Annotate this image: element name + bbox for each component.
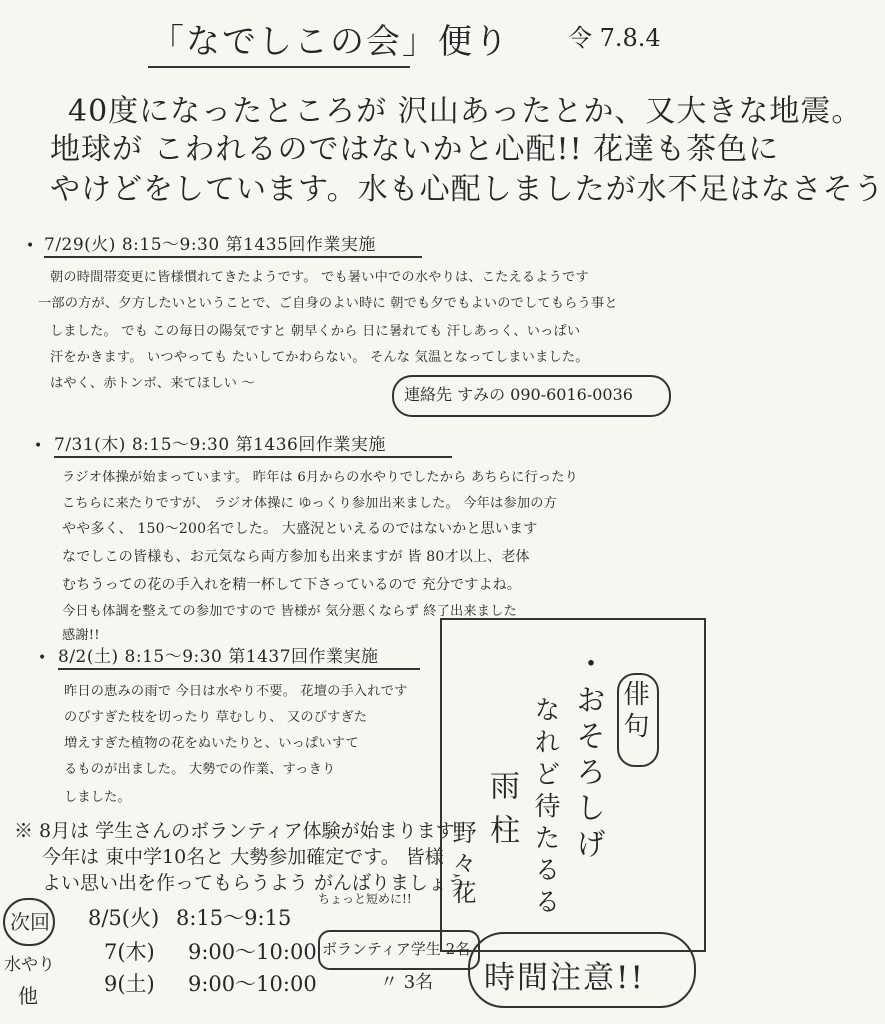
section-1-line-4: 汗をかきます。 いつやっても たいしてかわらない。 そんな 気温となってしまいました。 (50, 350, 589, 365)
section-2-line-1: ラジオ体操が始まっています。 昨年は 6月からの水やりでしたから あちらに行ったり (62, 470, 579, 485)
section-1-line-1: 朝の時間帯変更に皆様慣れてきたようです。 でも暑い中での水やりは、こたえるようです (50, 270, 589, 285)
issue-date: 令 7.8.4 (568, 24, 661, 52)
section-1-line-2: 一部の方が、夕方したいということで、ご自身のよい時に 朝でも夕でもよいのでしてもらう事と (38, 296, 618, 311)
haiku-label: 俳句 (619, 680, 649, 744)
section-3-line-3: 増えすぎた植物の花をぬいたりと、いっぱいすて (64, 736, 359, 751)
section-2-line-3: やや多く、 150〜200名でした。 大盛況といえるのではないかと思います (62, 521, 538, 537)
schedule-row-3-date: 9(土) (104, 972, 155, 996)
other-label: 他 (18, 984, 38, 1008)
section-3-underline (58, 668, 420, 670)
schedule-row-1-time: 8:15〜9:15 (176, 906, 292, 930)
section-2-header: 7/31(木) 8:15〜9:30 第1436回作業実施 (54, 435, 386, 455)
section-1-underline (44, 256, 422, 258)
section-1-line-3: しました。 でも この毎日の陽気ですと 朝早くから 日に暑れても 汗しあっく、いっぱい (50, 324, 581, 339)
haiku-author: 野々花 (448, 820, 476, 910)
bullet-dot: • (38, 650, 47, 666)
bullet-dot: • (26, 238, 35, 254)
section-3-line-4: るものが出ました。 大勢での作業、すっきり (64, 762, 336, 777)
haiku-line-3: 雨柱 (484, 770, 519, 858)
intro-line-2: 地球が こわれるのではないかと心配!! 花達も茶色に (50, 132, 780, 167)
contact-info: 連絡先 すみの 090-6016-0036 (404, 385, 633, 404)
section-1-header: 7/29(火) 8:15〜9:30 第1435回作業実施 (44, 235, 376, 255)
bullet-dot: • (34, 438, 43, 454)
section-2-line-2: こちらに来たりですが、 ラジオ体操に ゆっくり参加出来ました。 今年は参加の方 (62, 496, 557, 511)
schedule-row-3-note: 〃 3名 (380, 972, 434, 993)
section-3-line-1: 昨日の恵みの雨で 今日は水やり不要。 花壇の手入れです (64, 684, 408, 699)
schedule-row-2-time: 9:00〜10:00 (188, 940, 317, 964)
section-1-line-5: はやく、赤トンボ、来てほしい 〜 (50, 376, 255, 391)
intro-line-3: やけどをしています。水も心配しましたが水不足はなさそう (50, 172, 885, 207)
section-2-line-7: 感謝!! (62, 628, 100, 643)
schedule-row-3-time: 9:00〜10:00 (188, 972, 317, 996)
note-line-1: ※ 8月は 学生さんのボランティア体験が始まります (14, 820, 455, 842)
title-underline (148, 66, 410, 68)
section-3-header: 8/2(土) 8:15〜9:30 第1437回作業実施 (58, 647, 379, 667)
section-3-line-5: しました。 (64, 790, 131, 805)
time-caution: 時間注意!! (484, 960, 645, 996)
haiku-line-2: なれど待たるる (530, 696, 560, 920)
watering-label: 水やり (4, 955, 55, 975)
schedule-row-2-date: 7(木) (104, 940, 155, 964)
section-2-underline (54, 456, 452, 458)
newsletter-title: 「なでしこの会」便り (150, 22, 510, 62)
section-2-line-6: 今日も体調を整えての参加ですので 皆様が 気分悪くならず 終了出来ました (62, 604, 517, 619)
note-aside: ちょっと短めに!! (318, 892, 412, 906)
note-line-3: よい思い出を作ってもらうよう がんばりましょう (42, 872, 467, 894)
section-2-line-4: なでしこの皆様も、お元気なら両方参加も出来ますが 皆 80才以上、老体 (62, 549, 530, 565)
note-line-2: 今年は 東中学10名と 大勢参加確定です。 皆様 (42, 846, 444, 868)
haiku-line-1: ・おそろしげ (570, 648, 605, 864)
schedule-row-2-note: ボランティア学生 2名 (322, 940, 471, 958)
section-2-line-5: むちうっての花の手入れを精一杯して下さっているので 充分ですよね。 (62, 577, 522, 593)
next-label: 次回 (10, 910, 50, 934)
section-3-line-2: のびすぎた枝を切ったり 草むしり、 又のびすぎた (64, 710, 368, 725)
intro-line-1: 40度になったところが 沢山あったとか、又大きな地震。 (68, 94, 863, 129)
schedule-row-1-date: 8/5(火) (88, 906, 160, 930)
